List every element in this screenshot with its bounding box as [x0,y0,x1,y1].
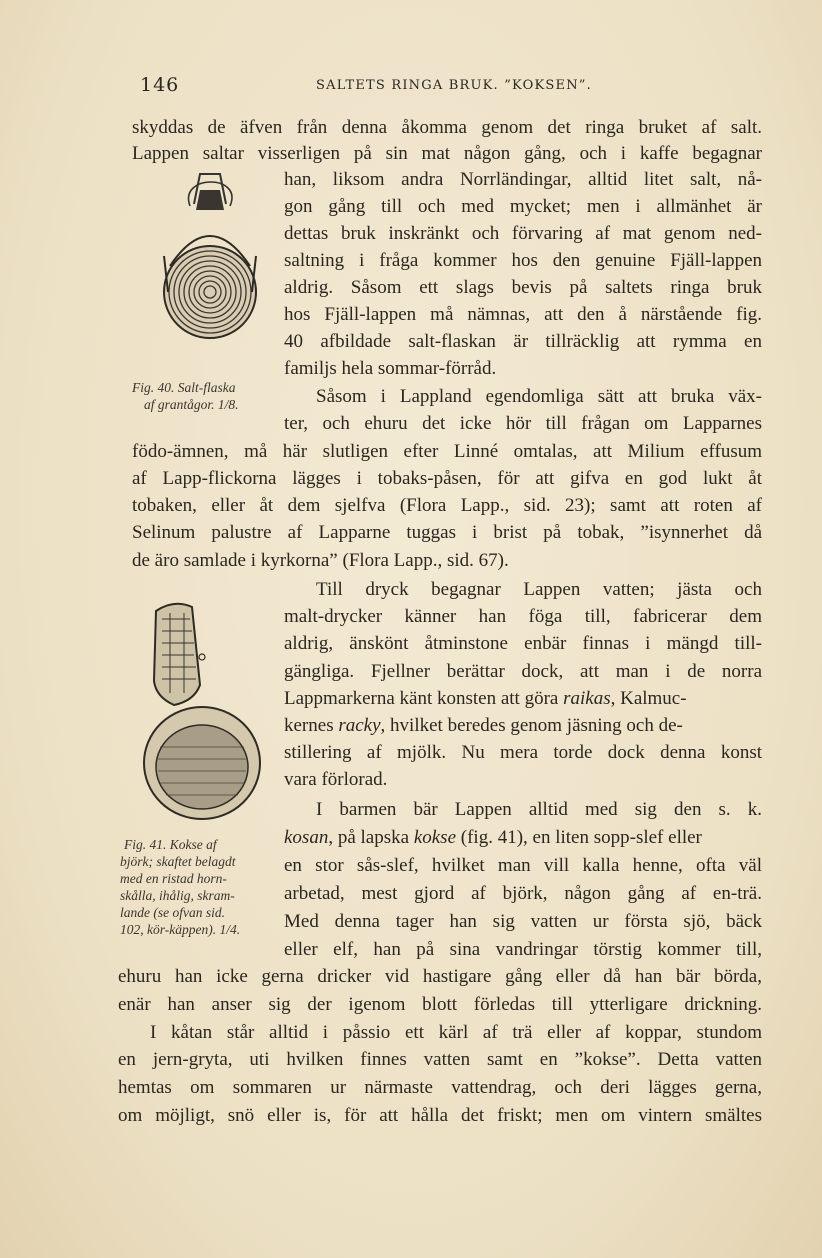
text-segment: kernes [284,715,339,736]
text-line: aldrig. Såsom ett slags bevis på saltets ringa bruk [284,277,762,298]
text-line: arbetad, mest gjord af björk, någon gång af en-trä. [284,883,762,904]
italic-term-raikas: raikas [563,688,611,709]
text-line: aldrig, änskönt åtminstone enbär finnas i mängd till- [284,633,762,654]
text-line: de äro samlade i kyrkorna” (Flora Lapp., sid. 67). [132,550,509,571]
page-number: 146 [140,74,180,96]
text-segment: , hvilket beredes genom jäsning och de- [380,715,683,736]
text-line: en stor sås-slef, hvilket man vill kalla henne, ofta väl [284,855,762,876]
text-line: en jern-gryta, uti hvilken finnes vatten samt en ”kokse”. Detta vatten [118,1049,762,1070]
salt-flask-figure [160,166,260,378]
text-line: ter, och ehuru det icke hör till frågan om Lapparnes [284,413,762,434]
text-line: Till dryck begagnar Lappen vatten; jästa och [316,579,762,600]
caption-line: af grantågor. 1/8. [144,397,239,412]
text-line: gängliga. Fjellner berättar dock, att man i de norra [284,661,762,682]
text-line: enär han anser sig der igenom blott förledas till ytterligare drickning. [118,994,762,1015]
text-line: skyddas de äfven från denna åkomma genom det ringa bruket af salt. [132,117,762,138]
text-line: Selinum palustre af Lapparne tuggas i brist på tobak, ”isynnerhet då [132,522,762,543]
text-segment: , Kalmuc- [610,688,687,709]
text-line: 40 afbildade salt-flaskan är tillräcklig att rymma en [284,331,762,352]
text-line: malt-drycker känner han föga till, fabricerar dem [284,606,762,627]
text-line: I kåtan står alltid i påssio ett kärl af trä eller af koppar, stundom [150,1022,762,1043]
caption-line: björk; skaftet belagdt [120,854,236,869]
text-line: saltning i fråga kommer hos den genuine Fjäll-lappen [284,250,762,271]
text-line: dettas bruk inskränkt och förvaring af mat genom ned- [284,223,762,244]
text-line: hos Fjäll-lappen må nämnas, att den å närstående fig. [284,304,762,325]
running-title: SALTETS RINGA BRUK. ”KOKSEN”. [316,78,592,93]
figure-40-caption [132,379,239,413]
text-line: I barmen bär Lappen alltid med sig den s. k. [316,799,762,820]
text-line: Lappen saltar visserligen på sin mat någon gång, och i kaffe begagnar [132,143,762,164]
italic-term-racky: racky [338,715,381,736]
text-line: om möjligt, snö eller is, för att hålla det friskt; men om vintern smältes [118,1105,762,1126]
text-line [284,687,762,711]
text-segment: , på lapska [328,827,414,848]
text-line: tobaken, eller åt dem sjelfva (Flora Lapp., sid. 23); samt att roten af [132,495,762,516]
text-line: vara förlorad. [284,769,388,790]
italic-term-kosan: kosan [284,827,329,848]
caption-line: Fig. 40. Salt-flaska [132,380,236,395]
caption-line: skålla, ihålig, skram- [120,888,235,903]
italic-term-kokse: kokse [413,827,457,848]
caption-line: Fig. 41. Kokse af [124,837,217,852]
kokse-ladle-figure [134,597,264,829]
caption-line: lande (se ofvan sid. [120,905,225,920]
figure-41-caption [120,836,240,938]
caption-line: med en ristad horn- [120,871,227,886]
text-line: han, liksom andra Norrländingar, alltid litet salt, nå- [284,169,762,190]
text-line: Såsom i Lappland egendomliga sätt att bruka väx- [316,386,762,407]
text-line [284,714,762,738]
text-segment: Lappmarkerna känt konsten att göra [284,688,564,709]
text-segment: (fig. 41), en liten sopp-slef eller [456,827,702,848]
text-line [284,826,762,850]
text-line: födo-ämnen, må här slutligen efter Linné omtalas, att Milium effusum [132,441,762,462]
text-line: stillering af mjölk. Nu mera torde dock denna konst [284,742,762,763]
text-line: Med denna tager han sig vatten ur första sjö, bäck [284,911,762,932]
text-line: af Lapp-flickorna lägges i tobaks-påsen, för att gifva en god lukt åt [132,468,762,489]
text-line: gon gång till och med mycket; men i allmänhet är [284,196,762,217]
text-line: familjs hela sommar-förråd. [284,358,497,379]
text-line: hemtas om sommaren ur närmaste vattendrag, och deri lägges gerna, [118,1077,762,1098]
caption-line: 102, kör-käppen). 1/4. [120,922,241,937]
page-header [140,74,760,98]
text-line: eller elf, han på sina vandringar törstig kommer till, [284,939,762,960]
text-line: ehuru han icke gerna dricker vid hastigare gång eller då han bär börda, [118,966,762,987]
